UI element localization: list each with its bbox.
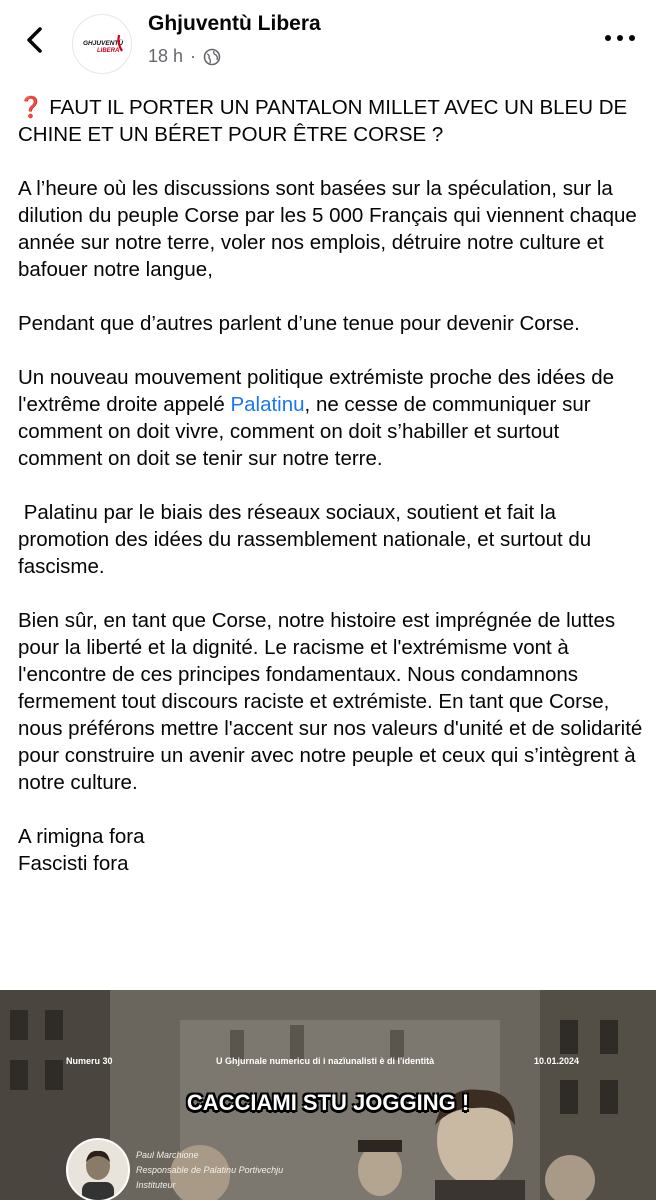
- meta-separator: ·: [190, 46, 197, 66]
- svg-text:LIBERA: LIBERA: [97, 48, 120, 54]
- post-header: [0, 0, 656, 80]
- question-mark-icon: ❓: [18, 96, 44, 119]
- post-meta: [148, 46, 221, 67]
- post-paragraph-3: Un nouveau mouvement politique extrémiste proche des idées de l'extrême droite appelé Palatinu, ne cesse de communiquer sur comment on doit vivre, comment on doit s’habiller et surtout comment on doit se tenir sur notre terre.: [18, 366, 614, 470]
- page-avatar[interactable]: [72, 14, 132, 74]
- post-paragraph-1: A l’heure où les discussions sont basées sur la spéculation, sur la dilution du peuple Corse par les 5 000 Français qui viennent chaque année sur notre terre, voler nos emplois, détruire notre culture et bafouer notre langue,: [18, 177, 637, 281]
- post-paragraph-6: A rimigna fora Fascisti fora: [18, 825, 145, 875]
- post-paragraph-2: Pendant que d’autres parlent d’une tenue pour devenir Corse.: [18, 312, 580, 335]
- author-role: Responsable de Palatinu Portivechju: [136, 1165, 284, 1175]
- author-name: Paul Marchione: [136, 1150, 199, 1160]
- author-avatar: [66, 1138, 130, 1200]
- author-job: Instituteur: [136, 1180, 176, 1190]
- back-arrow-icon[interactable]: [18, 22, 54, 58]
- post-time[interactable]: 18 h: [148, 46, 184, 66]
- ghjuventu-logo-icon: [73, 15, 131, 73]
- newspaper-subtitle: U Ghjurnale numericu di i nazïunalisti è di l'identità: [216, 1056, 435, 1066]
- post-title: ❓ FAUT IL PORTER UN PANTALON MILLET AVEC UN BLEU DE CHINE ET UN BÉRET POUR ÊTRE CORSE ?: [18, 96, 628, 146]
- globe-icon: [203, 48, 221, 66]
- post-paragraph-5: Bien sûr, en tant que Corse, notre histoire est imprégnée de luttes pour la liberté et la dignité. Le racisme et l'extrémisme vont à l'encontre de ces principes fondamentaux. Nous condamnons fermement tout discours raciste et extrémiste. En tant que Corse, nous préférons mettre l'accent sur nos valeurs d'unité et de solidarité pour construire un avenir avec notre peuple et ceux qui s’intègrent à notre culture.: [18, 609, 643, 794]
- post-image[interactable]: [0, 990, 656, 1200]
- page-name[interactable]: Ghjuventù Libera: [148, 12, 321, 35]
- issue-number: Numeru 30: [66, 1056, 113, 1066]
- svg-text:GHJUVENTÙ: GHJUVENTÙ: [83, 40, 124, 47]
- headline: CACCIAMI STU JOGGING !: [186, 1090, 470, 1115]
- more-options-icon[interactable]: [600, 28, 640, 48]
- post-paragraph-4: Palatinu par le biais des réseaux sociaux, soutient et fait la promotion des idées du rassemblement nationale, et surtout du fascisme.: [18, 501, 597, 578]
- post-text: [18, 94, 648, 877]
- palatinu-link[interactable]: Palatinu: [230, 393, 305, 416]
- issue-date: 10.01.2024: [534, 1056, 580, 1066]
- person-portrait-icon: [68, 1140, 128, 1200]
